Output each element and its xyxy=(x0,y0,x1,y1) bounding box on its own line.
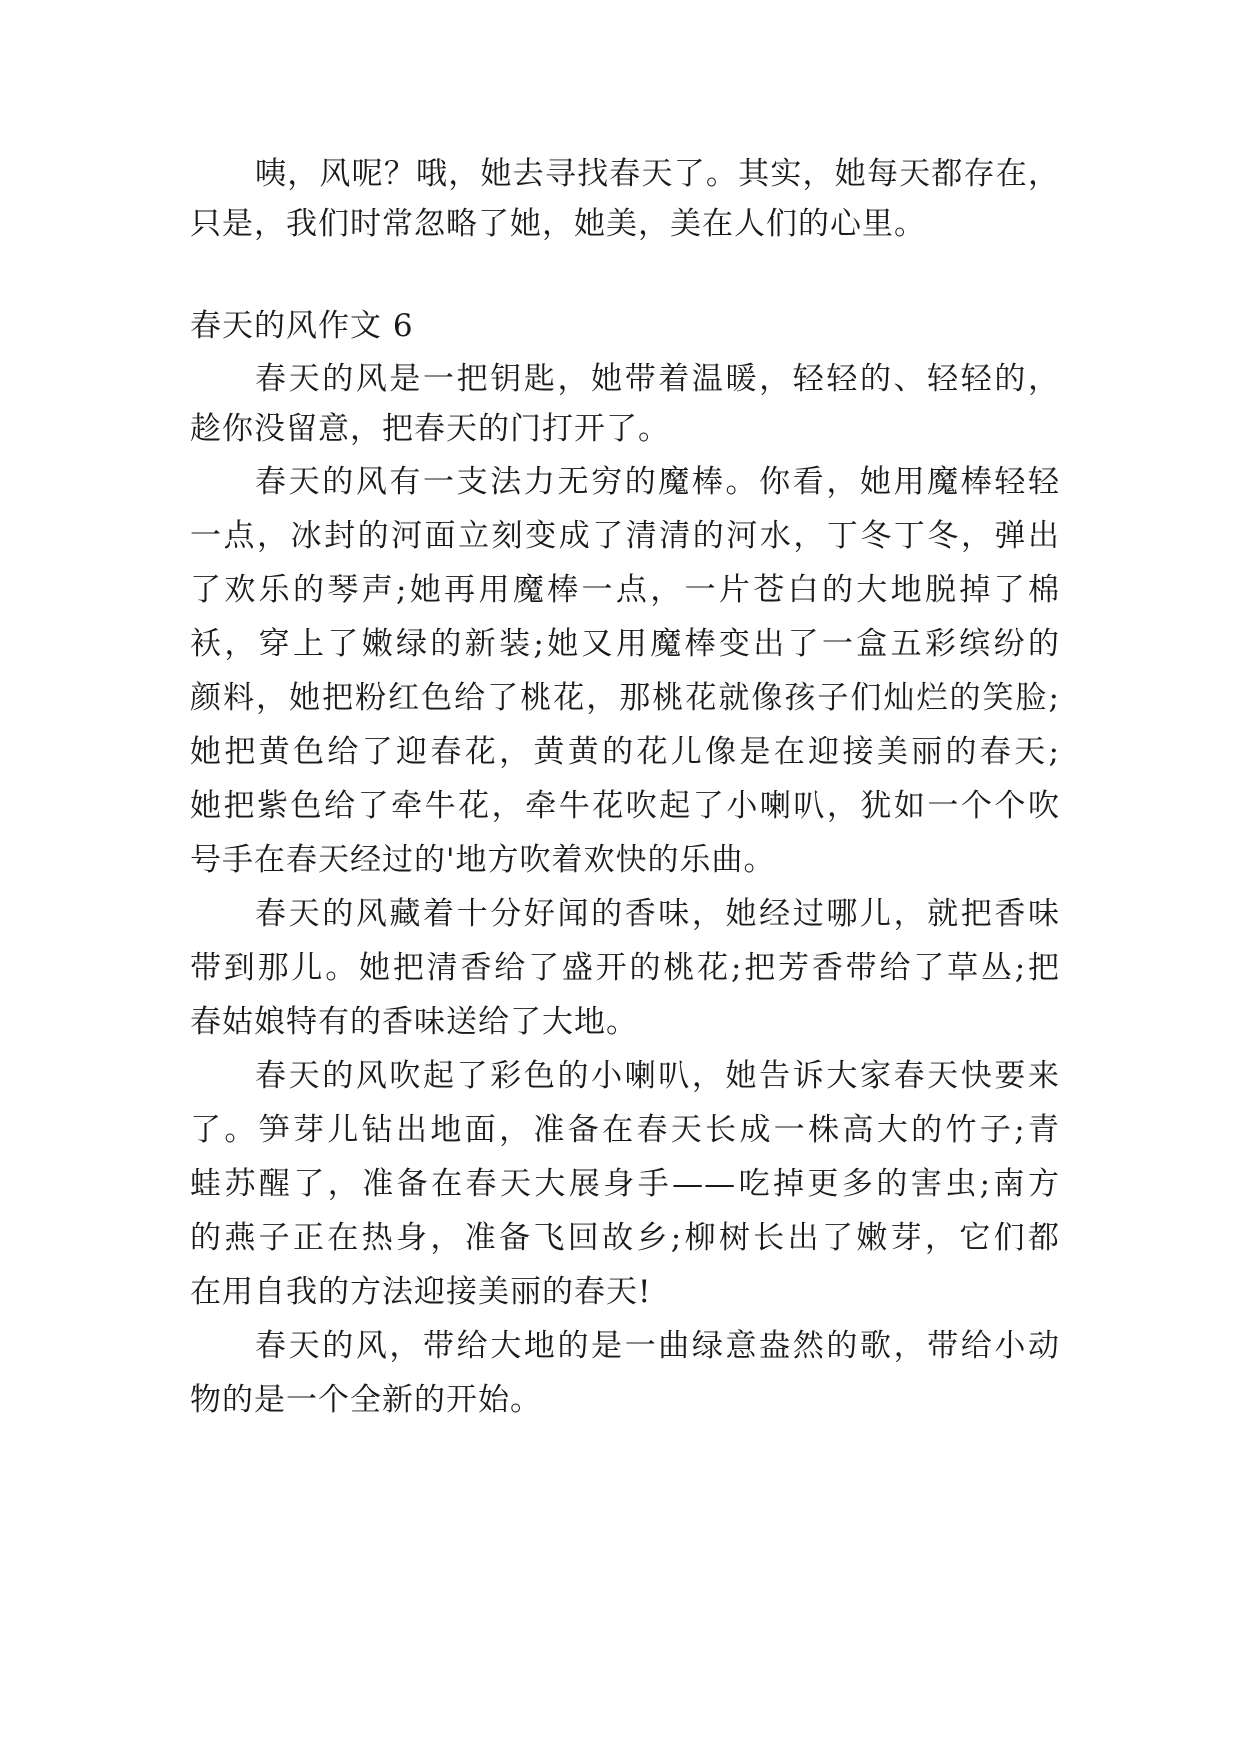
paragraph-line: 一点，冰封的河面立刻变成了清清的河水，丁冬丁冬，弹出 xyxy=(190,518,1060,554)
paragraph-line: 蛙苏醒了，准备在春天大展身手——吃掉更多的害虫;南方 xyxy=(190,1166,1060,1202)
paragraph-line: 春天的风吹起了彩色的小喇叭，她告诉大家春天快要来 xyxy=(255,1058,1060,1094)
paragraph-line: 物的是一个全新的开始。 xyxy=(190,1382,542,1418)
paragraph-line: 她把黄色给了迎春花，黄黄的花儿像是在迎接美丽的春天; xyxy=(190,734,1060,770)
paragraph-line: 袄，穿上了嫩绿的新装;她又用魔棒变出了一盒五彩缤纷的 xyxy=(190,626,1060,662)
paragraph-line: 春天的风是一把钥匙，她带着温暖，轻轻的、轻轻的， xyxy=(255,361,1060,397)
paragraph-line: 春姑娘特有的香味送给了大地。 xyxy=(190,1004,638,1040)
paragraph-line: 春天的风藏着十分好闻的香味，她经过哪儿，就把香味 xyxy=(255,896,1060,932)
paragraph-line: 了。笋芽儿钻出地面，准备在春天长成一株高大的竹子;青 xyxy=(190,1112,1060,1148)
paragraph-line: 春天的风有一支法力无穷的魔棒。你看，她用魔棒轻轻 xyxy=(255,464,1060,500)
paragraph-line: 带到那儿。她把清香给了盛开的桃花;把芳香带给了草丛;把 xyxy=(190,950,1060,986)
paragraph-line: 在用自我的方法迎接美丽的春天! xyxy=(190,1274,652,1310)
paragraph-line: 颜料，她把粉红色给了桃花，那桃花就像孩子们灿烂的笑脸; xyxy=(190,680,1060,716)
paragraph-line: 号手在春天经过的'地方吹着欢快的乐曲。 xyxy=(190,842,776,878)
paragraph-line: 趁你没留意，把春天的门打开了。 xyxy=(190,411,670,447)
paragraph-line: 春天的风，带给大地的是一曲绿意盎然的歌，带给小动 xyxy=(255,1328,1060,1364)
section-title: 春天的风作文 6 xyxy=(190,308,414,344)
paragraph-line: 咦，风呢？哦，她去寻找春天了。其实，她每天都存在， xyxy=(255,156,1060,192)
paragraph-line: 了欢乐的琴声;她再用魔棒一点，一片苍白的大地脱掉了棉 xyxy=(190,572,1060,608)
paragraph-line: 的燕子正在热身，准备飞回故乡;柳树长出了嫩芽，它们都 xyxy=(190,1220,1060,1256)
paragraph-line: 她把紫色给了牵牛花，牵牛花吹起了小喇叭，犹如一个个吹 xyxy=(190,788,1060,824)
paragraph-line: 只是，我们时常忽略了她，她美，美在人们的心里。 xyxy=(190,206,926,242)
